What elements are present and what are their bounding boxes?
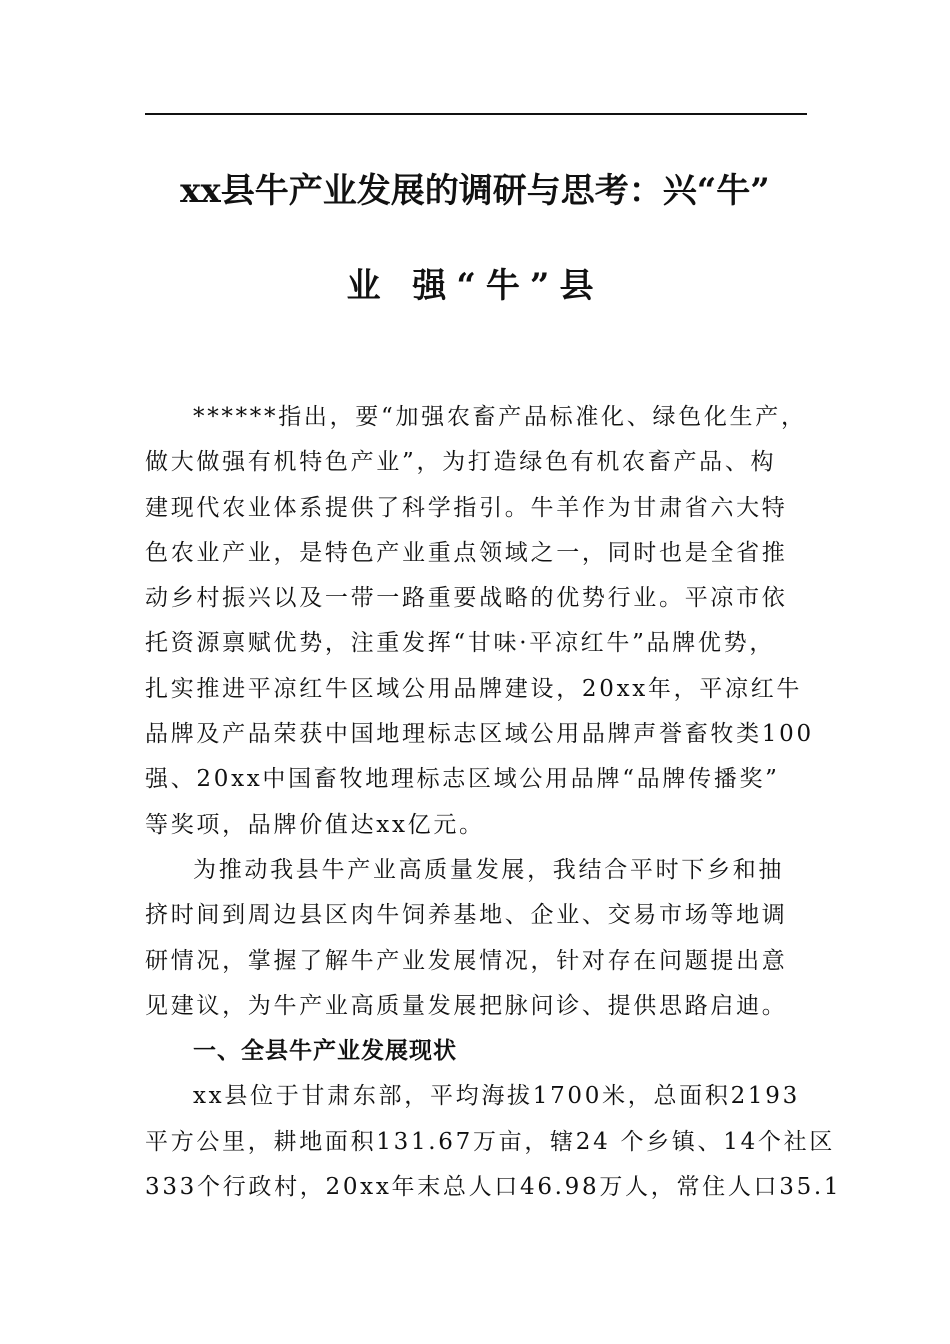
paragraph-1-line: ******指出，要“加强农畜产品标准化、绿色化生产， xyxy=(193,404,807,430)
paragraph-1-line: 强、20xx中国畜牧地理标志区域公用品牌“品牌传播奖” xyxy=(145,766,780,793)
paragraph-3-line: xx县位于甘肃东部，平均海拔1700米，总面积2193 xyxy=(193,1083,800,1110)
paragraph-2-line: 挤时间到周边县区肉牛饲养基地、企业、交易市场等地调 xyxy=(145,902,788,929)
paragraph-1-line: 色农业产业，是特色产业重点领域之一，同时也是全省推 xyxy=(145,539,788,566)
paragraph-2-line: 为推动我县牛产业高质量发展，我结合平时下乡和抽 xyxy=(193,856,785,883)
paragraph-3-line: 333个行政村，20xx年末总人口46.98万人，常住人口35.1 xyxy=(145,1174,842,1201)
paragraph-1-line: 托资源禀赋优势，注重发挥“甘味·平凉红牛”品牌优势， xyxy=(145,630,776,657)
document-title-line-1: xx县牛产业发展的调研与思考：兴“牛” xyxy=(180,171,770,211)
paragraph-1-line: 等奖项，品牌价值达xx亿元。 xyxy=(145,811,485,838)
paragraph-1-line: 动乡村振兴以及一带一路重要战略的优势行业。平凉市依 xyxy=(145,585,788,612)
paragraph-1-line: 建现代农业体系提供了科学指引。牛羊作为甘肃省六大特 xyxy=(145,494,788,521)
document-body xyxy=(145,395,842,1210)
paragraph-2-line: 见建议，为牛产业高质量发展把脉问诊、提供思路启迪。 xyxy=(145,992,788,1019)
section-heading: 一、全县牛产业发展现状 xyxy=(193,1038,457,1065)
document-title-line-2: 业 强“牛”县 xyxy=(346,266,604,306)
paragraph-1-line: 扎实推进平凉红牛区域公用品牌建设，20xx年，平凉红牛 xyxy=(145,675,803,702)
paragraph-1-line: 品牌及产品荣获中国地理标志区域公用品牌声誉畜牧类100 xyxy=(145,721,814,748)
header-rule xyxy=(145,113,807,115)
paragraph-3-line: 平方公里，耕地面积131.67万亩，辖24 个乡镇、14个社区 xyxy=(145,1128,836,1155)
paragraph-1-line: 做大做强有机特色产业”，为打造绿色有机农畜产品、构 xyxy=(145,449,777,476)
paragraph-2-line: 研情况，掌握了解牛产业发展情况，针对存在问题提出意 xyxy=(145,947,788,974)
